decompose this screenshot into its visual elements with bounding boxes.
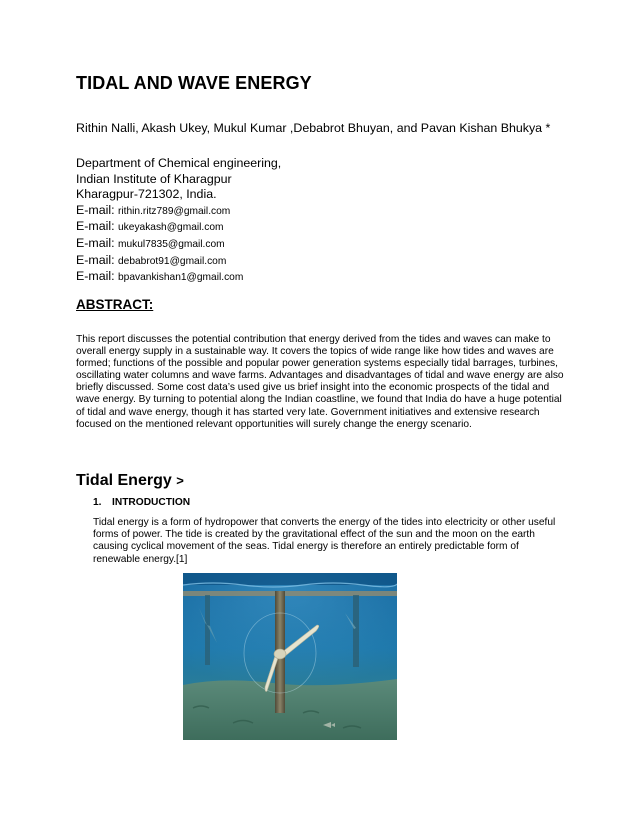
email-address[interactable]: rithin.ritz789@gmail.com [118,205,231,217]
affiliation-block [76,156,281,286]
email-address[interactable]: mukul7835@gmail.com [118,238,225,250]
paper-title: TIDAL AND WAVE ENERGY [76,73,312,93]
subsection-number: 1. [93,497,102,508]
city-line: Kharagpur-721302, India. [76,187,217,202]
institute-line: Indian Institute of Kharagpur [76,171,232,186]
author-list: Rithin Nalli, Akash Ukey, Mukul Kumar ,Debabrot Bhuyan, and Pavan Kishan Bhukya * [76,121,551,135]
email-label: E-mail: [76,269,115,284]
email-line [76,203,281,220]
email-line [76,253,281,270]
abstract-heading: ABSTRACT: [76,297,154,312]
abstract-text: This report discusses the potential contribution that energy derived from the tides and waves can make to overall energy supply in a sustainable way. It covers the topics of wide range like how tides and waves are formed; functions of the possible and popular power generation systems especially tidal barrages, turbines, oscillating water columns and wave farms. Advantages and disadvantages of tidal and wave energy are also briefly discussed. Some cost data’s used give us brief insight into the economic prospects of the tidal and wave energy. By turning to potential along the Indian coastline, we found that India do have a huge potential of tidal and wave energy, though it has started very late. Government initiatives and extensive research focused on the mentioned relevant opportunities will surely change the energy scenario. [76,334,564,430]
department-line: Department of Chemical engineering, [76,156,282,170]
email-label: E-mail: [76,202,115,217]
tidal-turbine-figure [183,573,397,740]
section-heading-arrow: > [176,473,184,488]
email-line [76,219,281,236]
introduction-text: Tidal energy is a form of hydropower that converts the energy of the tides into electricity or other useful forms of power. The tide is created by the gravitational effect of the sun and the moon on the earth causing cyclical movement of the seas. Tidal energy is therefore an entirely predictable form of renewable energy.[1] [93,517,556,565]
email-line [76,236,281,253]
subsection-heading [93,497,190,508]
section-heading-text: Tidal Energy [76,472,172,489]
underwater-turbine-illustration [183,573,397,740]
email-label: E-mail: [76,219,115,234]
email-address[interactable]: ukeyakash@gmail.com [118,222,224,234]
email-label: E-mail: [76,235,115,250]
email-address[interactable]: bpavankishan1@gmail.com [118,272,244,284]
email-address[interactable]: debabrot91@gmail.com [118,255,227,267]
subsection-title: INTRODUCTION [112,497,191,508]
email-label: E-mail: [76,252,115,267]
email-line [76,269,281,286]
section-heading [76,472,184,490]
